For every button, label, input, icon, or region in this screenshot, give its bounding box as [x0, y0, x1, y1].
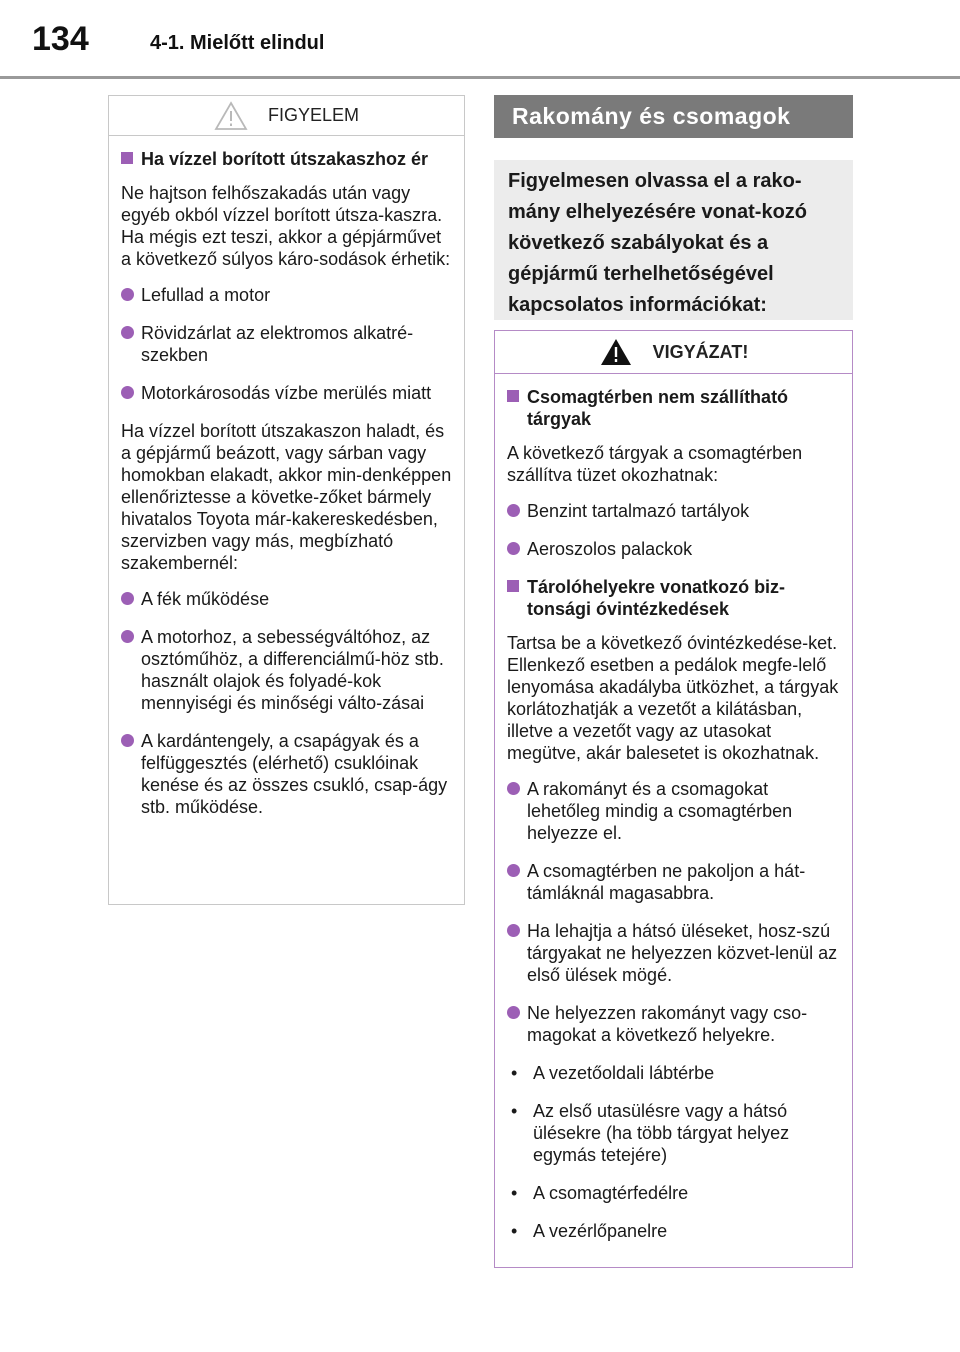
square-bullet-icon — [507, 580, 519, 592]
bullet-mark: • — [511, 1063, 518, 1083]
page-number: 134 — [32, 20, 89, 58]
list-item — [121, 382, 452, 404]
circle-bullet-icon — [507, 1006, 520, 1019]
circle-bullet-icon — [121, 734, 134, 747]
figyelem-header — [109, 96, 464, 136]
list-item-text: A csomagtérben ne pakoljon a hát-támláknál magasabbra. — [527, 861, 806, 903]
subheading — [121, 148, 452, 170]
paragraph: Ellenkező esetben a pedálok megfe-lelő lenyomása akadályba ütközhet, a tárgyak korlátozhatják a vezetőt a kilátásban, illetve a vezetőt vagy az utasokat megütve, akár balesetet is okozhatnak. — [507, 655, 839, 763]
list-item-text: A fék működése — [141, 589, 270, 609]
list-item-text: A vezetőoldali lábtérbe — [533, 1063, 715, 1083]
bullet-mark: • — [511, 1101, 518, 1121]
circle-bullet-icon — [507, 504, 520, 517]
list-item-text: Benzint tartalmazó tartályok — [527, 501, 750, 521]
list-item-text: Rövidzárlat az elektromos alkatré-szekben — [141, 323, 414, 365]
list-item — [507, 1002, 840, 1046]
bullet-mark: • — [511, 1221, 518, 1241]
list-item-text: Ha lehajtja a hátsó üléseket, hosz-szú tárgyakat ne helyezzen közvet-lenül az első ülések mögé. — [527, 921, 838, 985]
list-item-text: Lefullad a motor — [141, 285, 271, 305]
list-item — [121, 284, 452, 306]
square-bullet-icon — [121, 152, 133, 164]
page-header — [0, 0, 960, 80]
list-item-text: Ne helyezzen rakományt vagy cso-magokat a következő helyekre. — [527, 1003, 808, 1045]
subheading-text: Ha vízzel borított útszakaszhoz ér — [141, 149, 429, 169]
circle-bullet-icon — [121, 386, 134, 399]
circle-bullet-icon — [121, 630, 134, 643]
list-item — [507, 860, 840, 904]
vigyazat-header — [495, 331, 852, 374]
subheading — [507, 576, 840, 620]
list-item-text: A kardántengely, a csapágyak és a felfüggesztés (elérhető) csuklóinak kenése és az összes csukló, csap-ágy stb. működése. — [141, 731, 448, 817]
list-item — [507, 778, 840, 844]
list-item-text: Az első utasülésre vagy a hátsó ülésekre (ha több tárgyat helyez egymás tetejére) — [533, 1101, 790, 1165]
intro-box: Figyelmesen olvassa el a rako-mány elhelyezésére vonat-kozó következő szabályokat és a gépjármű terhelhetőségével kapcsolatos információkat: — [494, 160, 853, 320]
circle-bullet-icon — [121, 326, 134, 339]
warning-triangle-outline-icon — [214, 101, 248, 131]
bullet-mark: • — [511, 1183, 518, 1203]
subheading — [507, 386, 840, 430]
list-item — [507, 1182, 840, 1204]
circle-bullet-icon — [507, 924, 520, 937]
circle-bullet-icon — [507, 782, 520, 795]
paragraph: Tartsa be a következő óvintézkedése-ket. — [507, 633, 838, 653]
list-item-text: A rakományt és a csomagokat lehetőleg mindig a csomagtérben helyezze el. — [527, 779, 793, 843]
list-item — [507, 1100, 840, 1166]
figyelem-box — [108, 95, 465, 905]
paragraph: Ha vízzel borított útszakaszon haladt, és a gépjármű beázott, vagy sárban vagy homokban elakadt, akkor min-denképpen ellenőriztesse a követke-zőket bármely hivatalos Toyota már-kakereskedésben, szervizben vagy más, megbízható szakembernél: — [121, 421, 452, 573]
header-divider — [0, 76, 960, 79]
rakomany-title: Rakomány és csomagok — [494, 95, 853, 138]
subheading-text: Csomagtérben nem szállítható tárgyak — [527, 387, 789, 429]
list-item-text: Motorkárosodás vízbe merülés miatt — [141, 383, 432, 403]
circle-bullet-icon — [121, 288, 134, 301]
subheading-text: Tárolóhelyekre vonatkozó biz-tonsági óvintézkedések — [527, 577, 786, 619]
paragraph: A következő tárgyak a csomagtérben szállítva tüzet okozhatnak: — [507, 443, 803, 485]
vigyazat-box — [494, 330, 853, 1268]
list-item — [507, 1220, 840, 1242]
paragraph: Ne hajtson felhőszakadás után vagy egyéb okból vízzel borított útsza-kaszra. Ha mégis ezt teszi, akkor a gépjárművet a következő súlyos káro-sodások érhetik: — [121, 183, 451, 269]
list-item — [121, 730, 452, 818]
list-item — [121, 322, 452, 366]
circle-bullet-icon — [507, 542, 520, 555]
warning-triangle-filled-icon — [599, 337, 633, 367]
list-item — [507, 920, 840, 986]
list-item — [121, 588, 452, 610]
list-item — [507, 1062, 840, 1084]
vigyazat-label: VIGYÁZAT! — [652, 341, 749, 362]
list-item — [121, 626, 452, 714]
list-item-text: A csomagtérfedélre — [533, 1183, 689, 1203]
circle-bullet-icon — [507, 864, 520, 877]
list-item-text: A vezérlőpanelre — [533, 1221, 668, 1241]
section-title: 4-1. Mielőtt elindul — [150, 32, 325, 54]
list-item — [507, 538, 840, 560]
list-item — [507, 500, 840, 522]
circle-bullet-icon — [121, 592, 134, 605]
figyelem-label: FIGYELEM — [267, 105, 360, 125]
list-item-text: A motorhoz, a sebességváltóhoz, az osztóműhöz, a differenciálmű-höz stb. használt olajok és folyadé-kok mennyiségi és minőségi válto-zásai — [141, 627, 444, 713]
square-bullet-icon — [507, 390, 519, 402]
list-item-text: Aeroszolos palackok — [527, 539, 693, 559]
